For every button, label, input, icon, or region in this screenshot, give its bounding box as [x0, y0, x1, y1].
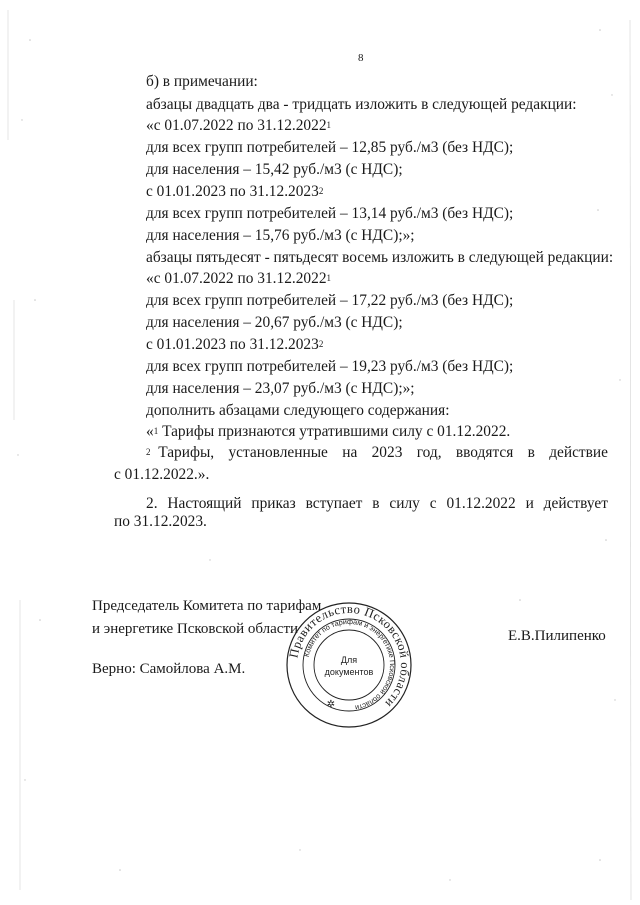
svg-text:Для: Для — [340, 655, 358, 665]
text-line: для всех групп потребителей – 19,23 руб./м3 (без НДС); — [146, 358, 514, 375]
certified-by: Верно: Самойлова А.М. — [92, 661, 246, 677]
text-line: для всех групп потребителей – 12,85 руб./м3 (без НДС); — [146, 139, 514, 156]
text-line: для населения – 23,07 руб./м3 (с НДС);»; — [146, 380, 415, 397]
svg-text:Комитет по тарифам и энергетик: Комитет по тарифам и энергетике Псковской области — [301, 616, 398, 713]
text-line: с 01.12.2022.». — [114, 466, 210, 483]
signer-position: и энергетике Псковской области — [92, 621, 299, 637]
footnote-mark: 1 — [153, 426, 159, 436]
footnote-mark: 2 — [318, 186, 324, 196]
footnote-mark: 2 — [146, 447, 151, 457]
text-line: «с 01.07.2022 по 31.12.2022$^1$ — [146, 270, 332, 287]
text-line: «$^1$ Тарифы признаются утратившими силу с 01.12.2022. — [146, 423, 511, 440]
text-line: абзацы двадцать два - тридцать изложить в следующей редакции: — [146, 96, 577, 113]
text-line: абзацы пятьдесят - пятьдесят восемь изложить в следующей редакции: — [146, 249, 614, 266]
footnote-mark: 2 — [318, 339, 324, 349]
text-line: с 01.01.2023 по 31.12.2023$^2$ — [146, 336, 324, 353]
text-line: для населения – 15,42 руб./м3 (с НДС); — [146, 161, 403, 178]
text-line: дополнить абзацами следующего содержания: — [146, 402, 450, 419]
signer-position: Председатель Комитета по тарифам — [92, 598, 322, 614]
text-line: по 31.12.2023. — [114, 513, 207, 530]
svg-text:✲: ✲ — [326, 699, 336, 710]
page-number: 8 — [358, 52, 364, 64]
footnote-mark: 1 — [326, 273, 332, 283]
official-seal — [285, 601, 413, 729]
text-line: «с 01.07.2022 по 31.12.2022$^1$ — [146, 117, 332, 134]
text-line: для всех групп потребителей – 17,22 руб./м3 (без НДС); — [146, 292, 514, 309]
order-paragraph: 2. Настоящий приказ вступает в силу с 01.12.2022 и действует — [146, 495, 608, 512]
text-line: с 01.01.2023 по 31.12.2023$^2$ — [146, 183, 324, 200]
text-line: б) в примечании: — [146, 73, 258, 90]
text-line: для населения – 20,67 руб./м3 (с НДС); — [146, 314, 403, 331]
signer-name: Е.В.Пилипенко — [508, 628, 606, 644]
text-line: для населения – 15,76 руб./м3 (с НДС);»; — [146, 227, 415, 244]
text-line: для всех групп потребителей – 13,14 руб./м3 (без НДС); — [146, 205, 514, 222]
svg-text:документов: документов — [324, 667, 374, 677]
svg-text:Правительство Псковской област: Правительство Псковской области — [286, 601, 413, 711]
footnote-mark: 1 — [326, 120, 332, 130]
footnote-paragraph: $^2$ Тарифы, установленные на 2023 год, вводятся в действие — [146, 444, 608, 461]
